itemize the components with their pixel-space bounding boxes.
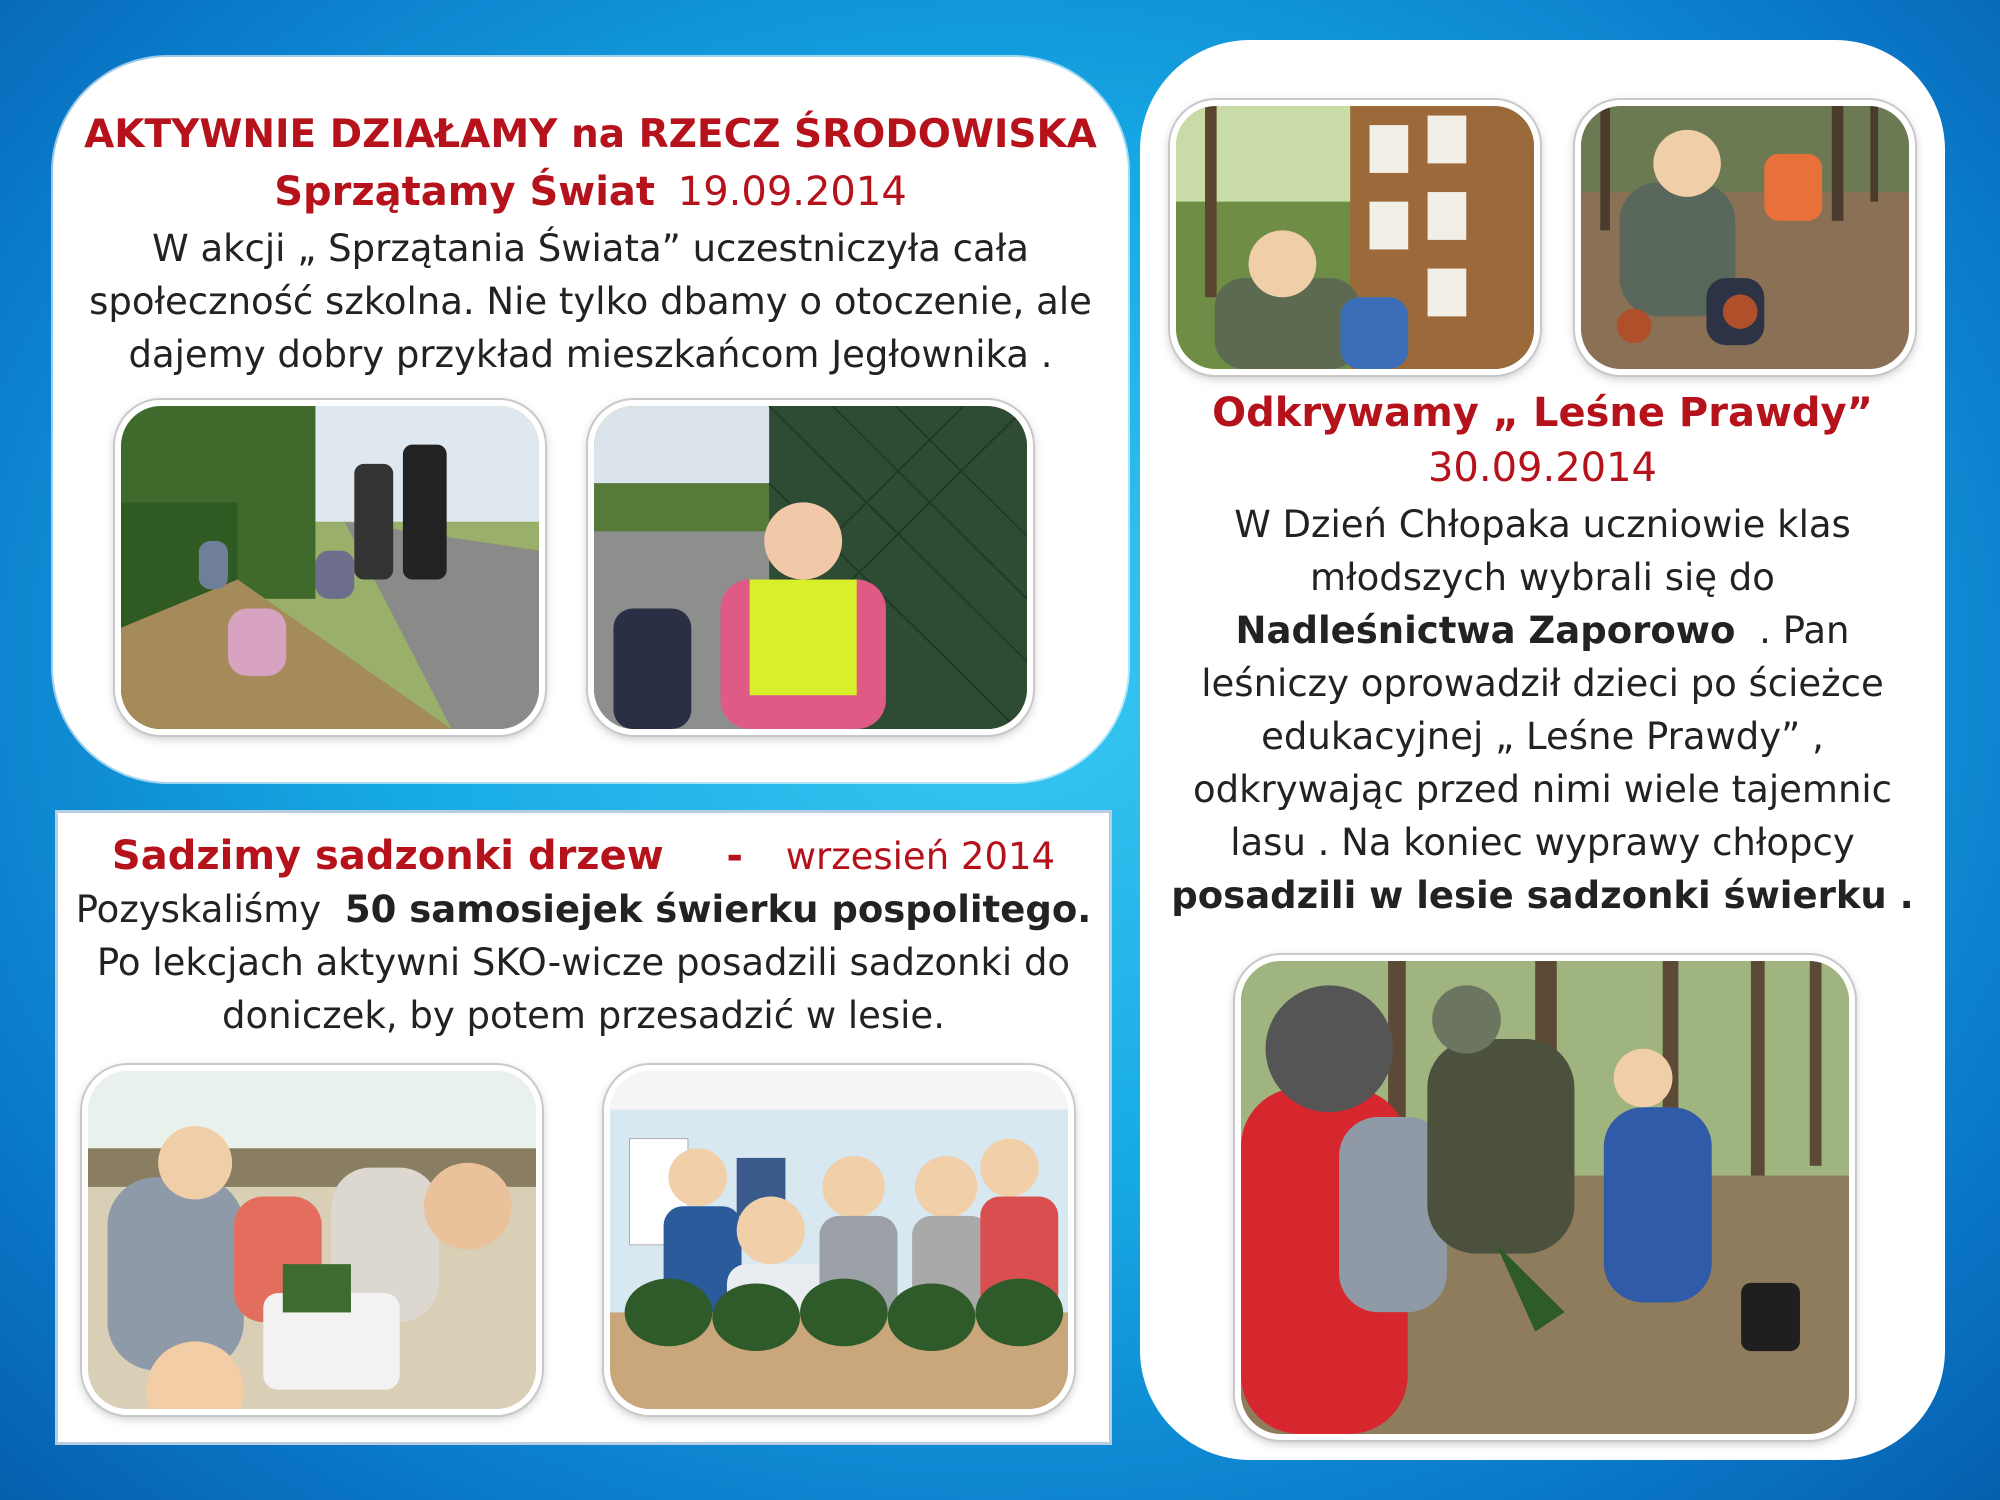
card2-line1 bbox=[58, 888, 1109, 931]
photo-students-seedlings bbox=[604, 1065, 1074, 1415]
card3-line: odkrywając przed nimi wiele tajemnic bbox=[1192, 768, 1893, 811]
photo-cleanup-roadside bbox=[115, 400, 545, 735]
card3-line: leśniczy oprowadził dzieci po ścieżce bbox=[1201, 662, 1884, 705]
card1-subtitle bbox=[53, 169, 1128, 215]
card3-line3-rest: . Pan bbox=[1759, 609, 1850, 652]
photo-classroom-potting bbox=[82, 1065, 542, 1415]
card3-line3-bold: Nadleśnictwa Zaporowo bbox=[1235, 609, 1736, 652]
card2-title bbox=[58, 833, 1109, 879]
card2-line1-prefix: Pozyskaliśmy bbox=[75, 888, 322, 931]
photo-cleanup-fence bbox=[588, 400, 1033, 735]
card1-title: AKTYWNIE DZIAŁAMY na RZECZ ŚRODOWISKA bbox=[84, 112, 1097, 157]
card3-line3 bbox=[1140, 609, 1945, 652]
card2-title-date: wrzesień 2014 bbox=[785, 835, 1056, 878]
card2-line2: Po lekcjach aktywni SKO-wicze posadzili sadzonki do bbox=[96, 941, 1071, 984]
card3-line: lasu . Na koniec wyprawy chłopcy bbox=[1230, 821, 1855, 864]
card2-line1-bold: 50 samosiejek świerku pospolitego. bbox=[344, 888, 1092, 931]
card3-line: W Dzień Chłopaka uczniowie klas bbox=[1234, 503, 1851, 546]
card1-line: dajemy dobry przykład mieszkańcom Jegłownika . bbox=[128, 333, 1053, 376]
card3-line-bold: posadzili w lesie sadzonki świerku . bbox=[1171, 874, 1914, 917]
card3-line: edukacyjnej „ Leśne Prawdy” , bbox=[1261, 715, 1824, 758]
card1-line: W akcji „ Sprzątania Świata” uczestniczyła cała bbox=[152, 227, 1029, 270]
card2-title-bold: Sadzimy sadzonki drzew bbox=[111, 833, 664, 879]
card1-line: społeczność szkolna. Nie tylko dbamy o otoczenie, ale bbox=[89, 280, 1092, 323]
card2-line3: doniczek, by potem przesadzić w lesie. bbox=[222, 994, 945, 1037]
photo-forest-planting bbox=[1575, 100, 1915, 375]
photo-forest-board bbox=[1170, 100, 1540, 375]
card1-subtitle-date: 19.09.2014 bbox=[677, 169, 907, 215]
card1-subtitle-bold: Sprzątamy Świat bbox=[274, 169, 656, 215]
card3-date: 30.09.2014 bbox=[1427, 445, 1658, 491]
card3-title: Odkrywamy „ Leśne Prawdy” bbox=[1212, 390, 1873, 436]
card3-line: młodszych wybrali się do bbox=[1310, 556, 1775, 599]
card2-title-dash: - bbox=[726, 833, 743, 879]
photo-forest-group-planting bbox=[1235, 955, 1855, 1440]
